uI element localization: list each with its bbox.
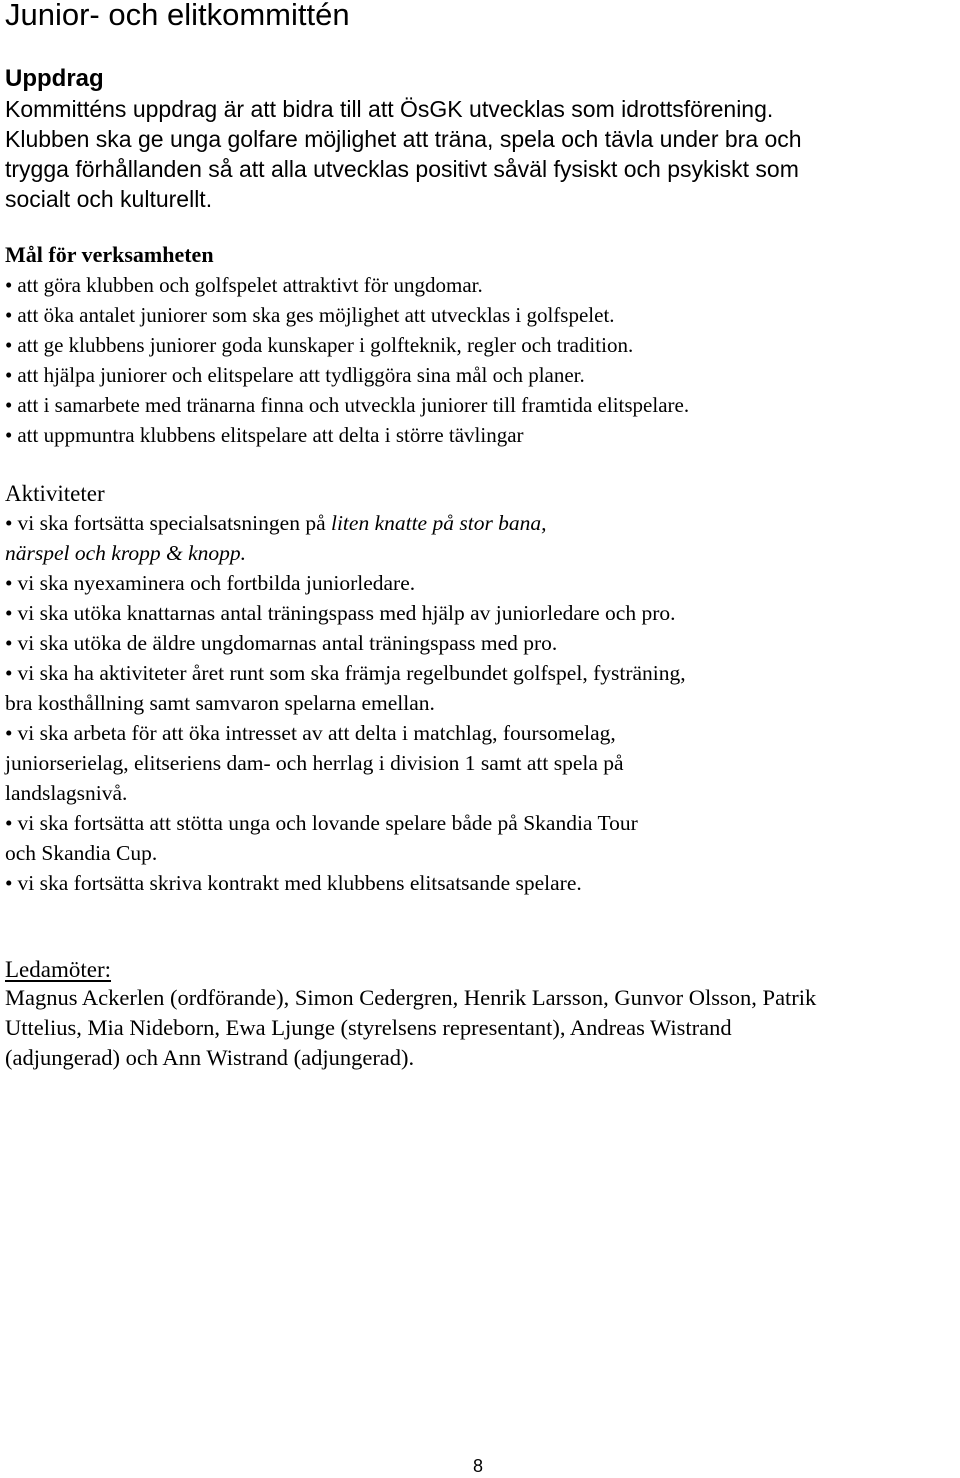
activity-line: bra kosthållning samt samvaron spelarna emellan. — [5, 691, 435, 715]
members-line: Uttelius, Mia Nideborn, Ewa Ljunge (styrelsens representant), Andreas Wistrand — [5, 1015, 732, 1040]
goal-item-text: att ge klubbens juniorer goda kunskaper i golfteknik, regler och tradition. — [17, 333, 634, 357]
activity-italic-text: liten knatte på stor bana, — [330, 511, 547, 535]
activity-item — [5, 598, 955, 628]
activity-line — [5, 598, 955, 628]
activity-line — [5, 508, 955, 538]
activities-heading: Aktiviteter — [5, 481, 105, 506]
activity-text: vi ska ha aktiviteter året runt som ska främja regelbundet golfspel, fysträning, — [17, 661, 686, 685]
goal-item — [5, 390, 955, 420]
page-number: 8 — [473, 1456, 484, 1476]
activity-line — [5, 538, 955, 568]
bullet-icon: • — [5, 511, 13, 535]
bullet-icon: • — [5, 661, 13, 685]
goal-item — [5, 330, 955, 360]
goal-item — [5, 270, 955, 300]
goal-item — [5, 360, 955, 390]
bullet-icon: • — [5, 273, 13, 297]
activity-line — [5, 658, 955, 688]
bullet-icon: • — [5, 393, 13, 417]
page-title: Junior- och elitkommittén — [5, 0, 350, 32]
bullet-icon: • — [5, 601, 13, 625]
activity-line — [5, 568, 955, 598]
activity-text: vi ska fortsätta att stötta unga och lovande spelare både på Skandia Tour — [17, 811, 638, 835]
goal-item-text: att öka antalet juniorer som ska ges möjlighet att utvecklas i golfspelet. — [17, 303, 615, 327]
bullet-icon: • — [5, 721, 13, 745]
bullet-icon: • — [5, 363, 13, 387]
activity-item — [5, 658, 955, 718]
activity-item — [5, 808, 955, 868]
uppdrag-line: Kommitténs uppdrag är att bidra till att ÖsGK utvecklas som idrottsförening. — [5, 96, 774, 122]
activity-item — [5, 718, 955, 808]
bullet-icon: • — [5, 333, 13, 357]
goal-item-text: att i samarbete med tränarna finna och utveckla juniorer till framtida elitspelare. — [17, 393, 690, 417]
activity-line — [5, 868, 955, 898]
goals-list — [5, 270, 955, 450]
members-line: (adjungerad) och Ann Wistrand (adjungerad). — [5, 1045, 415, 1070]
goal-item-text: att uppmuntra klubbens elitspelare att delta i större tävlingar — [17, 423, 524, 447]
activity-line: juniorserielag, elitseriens dam- och herrlag i division 1 samt att spela på — [5, 751, 624, 775]
activity-text: vi ska fortsätta specialsatsningen på — [17, 511, 331, 535]
bullet-icon: • — [5, 811, 13, 835]
activity-item — [5, 508, 955, 568]
goal-item — [5, 300, 955, 330]
activity-text: vi ska fortsätta skriva kontrakt med klubbens elitsatsande spelare. — [17, 871, 582, 895]
activity-line — [5, 808, 955, 838]
members-paragraph — [5, 983, 960, 1073]
activity-item — [5, 628, 955, 658]
goals-heading: Mål för verksamheten — [5, 242, 214, 267]
uppdrag-line: Klubben ska ge unga golfare möjlighet att träna, spela och tävla under bra och — [5, 126, 802, 152]
activity-line: landslagsnivå. — [5, 781, 128, 805]
goal-item-text: att göra klubben och golfspelet attraktivt för ungdomar. — [17, 273, 483, 297]
activity-item — [5, 868, 955, 898]
activity-line — [5, 628, 955, 658]
activity-line — [5, 718, 955, 748]
activity-item — [5, 568, 955, 598]
activities-list — [5, 508, 955, 898]
bullet-icon: • — [5, 571, 13, 595]
bullet-icon: • — [5, 871, 13, 895]
bullet-icon: • — [5, 631, 13, 655]
members-heading: Ledamöter: — [5, 957, 112, 982]
activity-line: och Skandia Cup. — [5, 841, 158, 865]
goal-item — [5, 420, 955, 450]
activity-text: vi ska utöka de äldre ungdomarnas antal träningspass med pro. — [17, 631, 558, 655]
activity-text: vi ska arbeta för att öka intresset av att delta i matchlag, foursomelag, — [17, 721, 616, 745]
uppdrag-line: trygga förhållanden så att alla utvecklas positivt såväl fysiskt och psykiskt som — [5, 156, 799, 182]
uppdrag-heading: Uppdrag — [5, 65, 104, 92]
bullet-icon: • — [5, 423, 13, 447]
uppdrag-paragraph — [5, 94, 955, 214]
activity-italic-text: närspel och kropp & knopp. — [5, 541, 247, 565]
uppdrag-line: socialt och kulturellt. — [5, 186, 213, 212]
bullet-icon: • — [5, 303, 13, 327]
activity-text: vi ska utöka knattarnas antal träningspass med hjälp av juniorledare och pro. — [17, 601, 676, 625]
activity-text: vi ska nyexaminera och fortbilda juniorledare. — [17, 571, 416, 595]
goal-item-text: att hjälpa juniorer och elitspelare att tydliggöra sina mål och planer. — [17, 363, 585, 387]
members-line: Magnus Ackerlen (ordförande), Simon Cedergren, Henrik Larsson, Gunvor Olsson, Patrik — [5, 985, 817, 1010]
